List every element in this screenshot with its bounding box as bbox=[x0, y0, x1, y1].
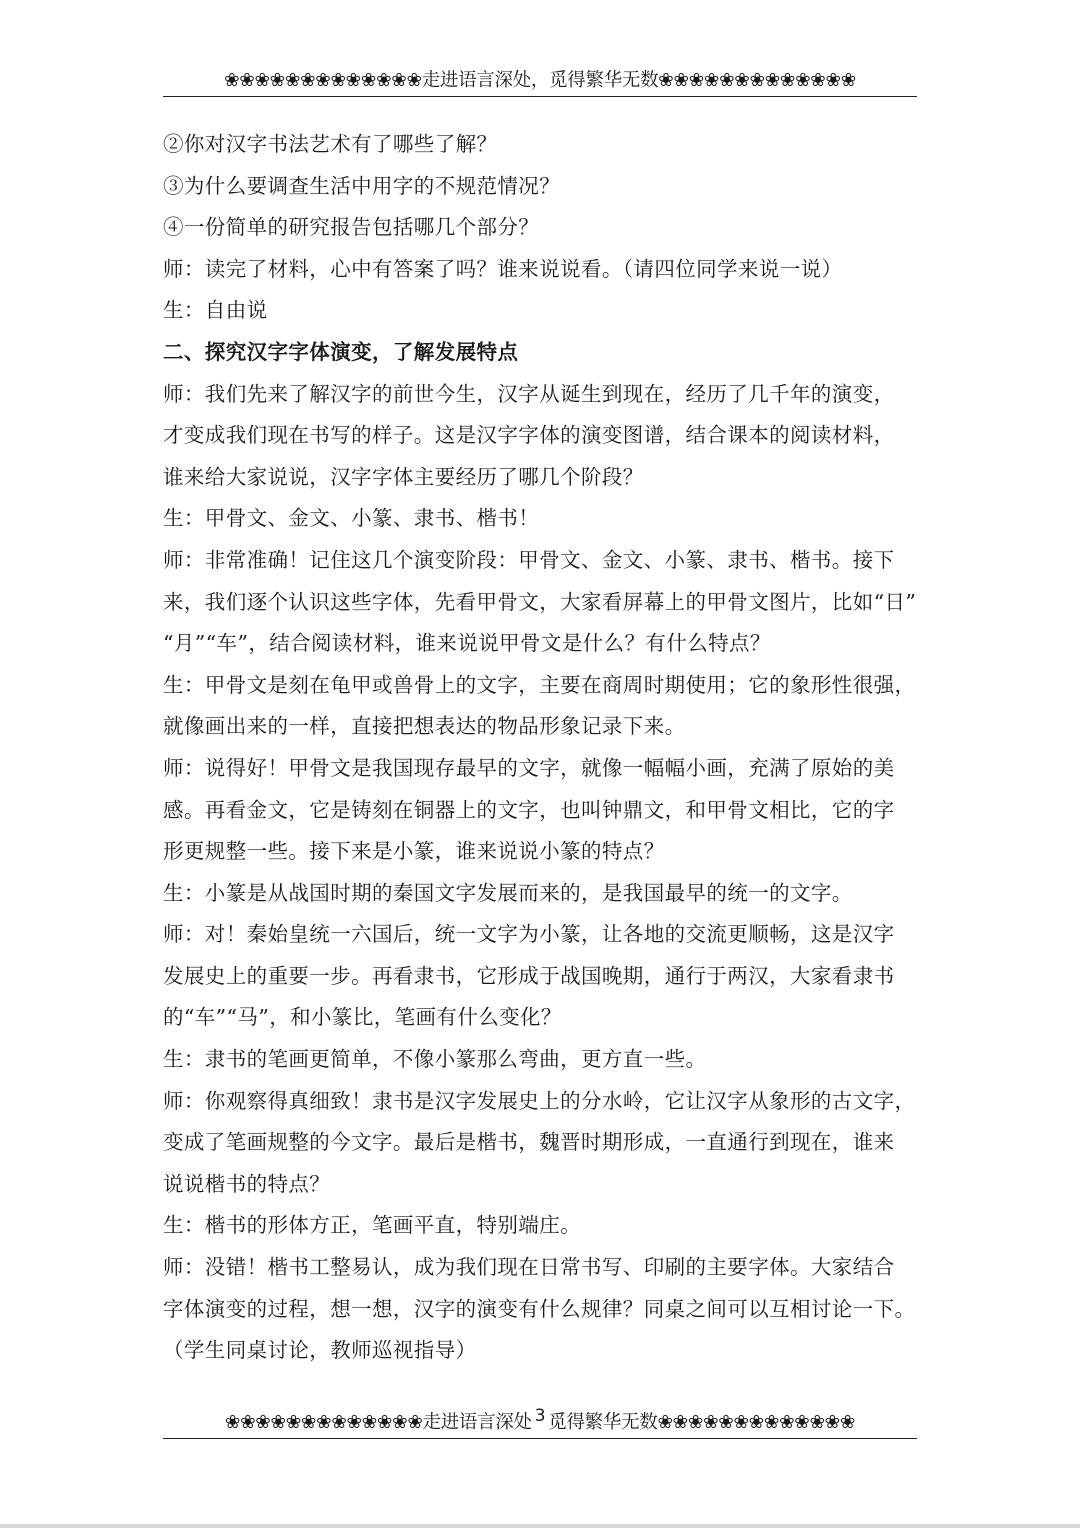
footer-left-text: ❀❀❀❀❀❀❀❀❀❀❀❀❀走进语言深处 bbox=[224, 1412, 532, 1433]
teacher-line: 师：读完了材料，心中有答案了吗？谁来说说看。（请四位同学来说一说） bbox=[163, 256, 843, 281]
paragraph-line: 说说楷书的特点？ bbox=[163, 1171, 331, 1196]
paragraph-line: “月”“车”，结合阅读材料，谁来说说甲骨文是什么？有什么特点？ bbox=[163, 631, 771, 656]
paragraph-line: 的“车”“马”，和小篆比，笔画有什么变化？ bbox=[163, 1005, 562, 1030]
stage-direction: （学生同桌讨论，教师巡视指导） bbox=[163, 1338, 477, 1363]
paragraph-line: 变成了笔画规整的今文字。最后是楷书，魏晋时期形成，一直通行到现在，谁来 bbox=[163, 1130, 895, 1155]
page-header bbox=[163, 66, 917, 97]
paragraph-line: 才变成我们现在书写的样子。这是汉字字体的演变图谱，结合课本的阅读材料， bbox=[163, 423, 895, 448]
paragraph-line: 字体演变的过程，想一想，汉字的演变有什么规律？同桌之间可以互相讨论一下。 bbox=[163, 1296, 916, 1321]
student-line: 生：自由说 bbox=[163, 298, 268, 323]
footer-right-text: 觅得繁华无数❀❀❀❀❀❀❀❀❀❀❀❀❀ bbox=[548, 1412, 856, 1433]
teacher-line: 师：非常准确！记住这几个演变阶段：甲骨文、金文、小篆、隶书、楷书。接下 bbox=[163, 547, 895, 572]
student-line: 生：楷书的形体方正，笔画平直，特别端庄。 bbox=[163, 1213, 581, 1238]
student-line: 生：甲骨文、金文、小篆、隶书、楷书！ bbox=[163, 506, 540, 531]
page-number: 3 bbox=[534, 1408, 546, 1426]
question-4: ④一份简单的研究报告包括哪几个部分？ bbox=[163, 215, 540, 240]
teacher-line: 师：对！秦始皇统一六国后，统一文字为小篆，让各地的交流更顺畅，这是汉字 bbox=[163, 922, 895, 947]
teacher-line: 师：我们先来了解汉字的前世今生，汉字从诞生到现在，经历了几千年的演变， bbox=[163, 381, 895, 406]
student-line: 生：隶书的笔画更简单，不像小篆那么弯曲，更方直一些。 bbox=[163, 1047, 707, 1072]
question-2: ②你对汉字书法艺术有了哪些了解？ bbox=[163, 132, 498, 156]
student-line: 生：小篆是从战国时期的秦国文字发展而来的，是我国最早的统一的文字。 bbox=[163, 880, 853, 905]
paragraph-line: 形更规整一些。接下来是小篆，谁来说说小篆的特点？ bbox=[163, 839, 665, 864]
paragraph-line: 感。再看金文，它是铸刻在铜器上的文字，也叫钟鼎文，和甲骨文相比，它的字 bbox=[163, 797, 895, 822]
section-heading: 二、探究汉字字体演变，了解发展特点 bbox=[163, 339, 519, 364]
teacher-line: 师：没错！楷书工整易认，成为我们现在日常书写、印刷的主要字体。大家结合 bbox=[163, 1255, 895, 1280]
paragraph-line: 谁来给大家说说，汉字字体主要经历了哪几个阶段？ bbox=[163, 464, 644, 489]
page-bottom-edge bbox=[0, 1524, 1080, 1528]
paragraph-line: 发展史上的重要一步。再看隶书，它形成于战国晚期，通行于两汉，大家看隶书 bbox=[163, 963, 895, 988]
teacher-line: 师：你观察得真细致！隶书是汉字发展史上的分水岭，它让汉字从象形的古文字， bbox=[163, 1088, 916, 1113]
paragraph-line: 就像画出来的一样，直接把想表达的物品形象记录下来。 bbox=[163, 714, 686, 739]
header-text: ❀❀❀❀❀❀❀❀❀❀❀❀❀走进语言深处，觅得繁华无数❀❀❀❀❀❀❀❀❀❀❀❀❀ bbox=[224, 70, 856, 91]
question-3: ③为什么要调查生活中用字的不规范情况？ bbox=[163, 173, 561, 198]
page-footer bbox=[163, 1408, 917, 1439]
teacher-line: 师：说得好！甲骨文是我国现存最早的文字，就像一幅幅小画，充满了原始的美 bbox=[163, 755, 895, 780]
paragraph-line: 来，我们逐个认识这些字体，先看甲骨文，大家看屏幕上的甲骨文图片，比如“日” bbox=[163, 589, 917, 614]
student-line: 生：甲骨文是刻在龟甲或兽骨上的文字，主要在商周时期使用；它的象形性很强， bbox=[163, 672, 916, 697]
body-text bbox=[163, 124, 919, 1372]
